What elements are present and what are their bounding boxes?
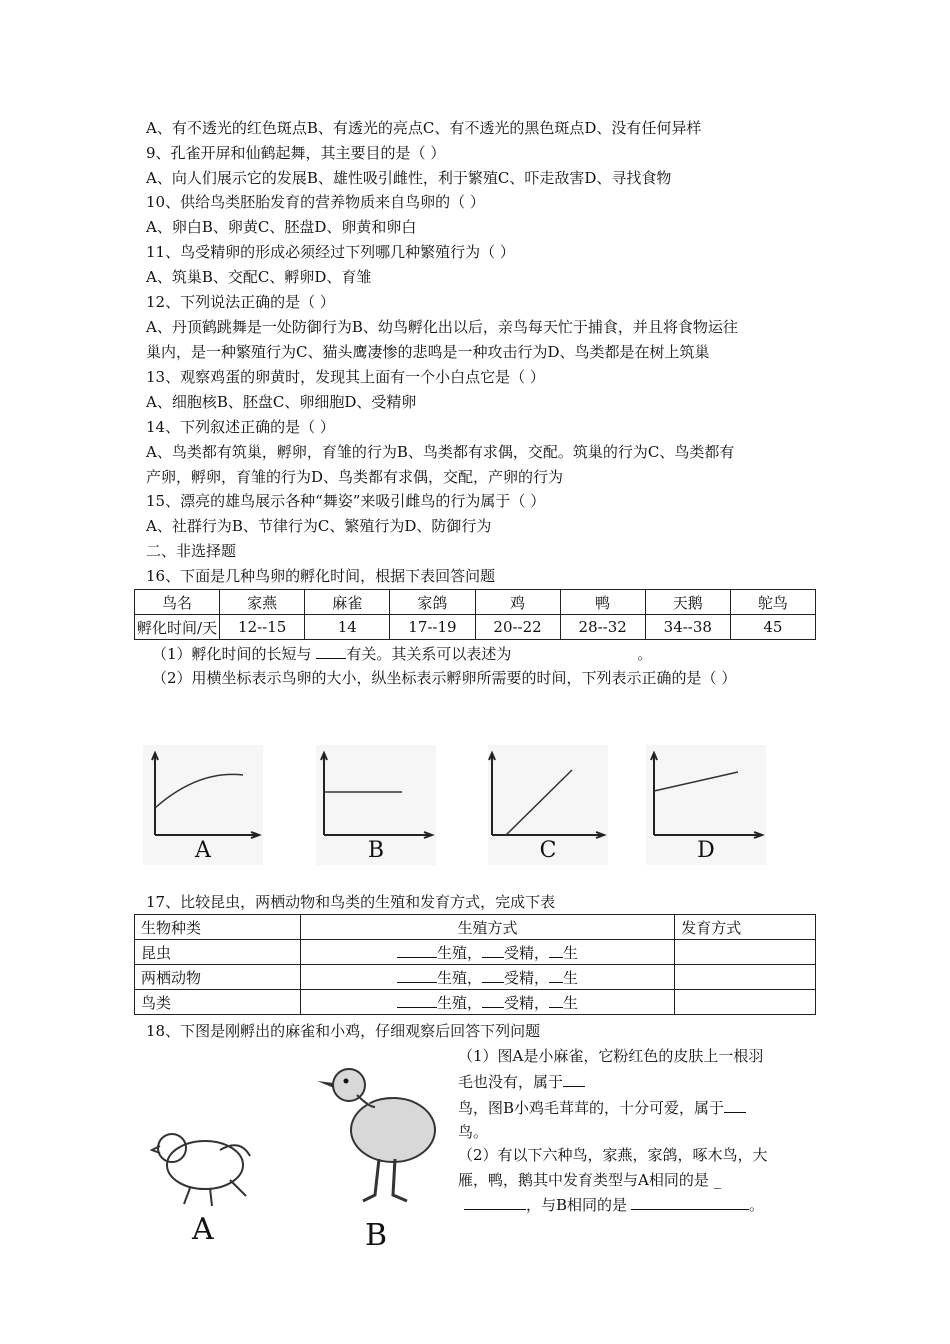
pic-label-b: B — [365, 1218, 388, 1253]
table-row — [135, 965, 816, 990]
table-cell: 28--32 — [560, 615, 645, 640]
table-cell: 34--38 — [645, 615, 730, 640]
q10-options: A、卵白B、卵黄C、胚盘D、卵黄和卵白 — [146, 218, 417, 236]
answer-blank[interactable] — [482, 943, 504, 958]
answer-blank[interactable] — [724, 1098, 746, 1113]
table-cell: 鸡 — [475, 590, 560, 615]
blank-text: 生殖， — [436, 968, 482, 987]
table-cell — [300, 965, 674, 990]
section-heading: 二、非选择题 — [146, 542, 237, 560]
graph-d-plot — [646, 745, 766, 845]
table-cell: 14 — [305, 615, 390, 640]
table-cell: 麻雀 — [305, 590, 390, 615]
q13-stem: 13、观察鸡蛋的卵黄时，发现其上面有一个小白点它是（ ） — [146, 368, 545, 386]
graph-b[interactable] — [316, 745, 436, 865]
answer-blank[interactable] — [464, 1195, 526, 1210]
q18-line2-text: 毛也没有，属于 — [458, 1073, 564, 1091]
graph-d[interactable] — [646, 745, 766, 865]
table-cell: 昆虫 — [135, 940, 301, 965]
table-cell: 45 — [730, 615, 815, 640]
table-cell: 家鸽 — [390, 590, 475, 615]
table-cell: 鸵鸟 — [730, 590, 815, 615]
q14-options-line1: A、鸟类都有筑巢，孵卵，育雏的行为B、鸟类都有求偶，交配。筑巢的行为C、鸟类都有 — [146, 443, 735, 461]
graph-b-label: B — [367, 838, 385, 863]
q9-stem: 9、孔雀开屏和仙鹤起舞，其主要目的是（ ） — [146, 144, 446, 162]
table-cell: 生殖方式 — [300, 915, 674, 940]
answer-blank[interactable] — [631, 1195, 749, 1210]
table-cell: 家燕 — [220, 590, 305, 615]
table-row — [135, 915, 816, 940]
chick-illustration — [313, 1055, 443, 1209]
answer-blank[interactable] — [549, 993, 563, 1008]
table-cell: 鸟名 — [135, 590, 220, 615]
answer-blank[interactable] — [397, 968, 437, 983]
table-cell: 17--19 — [390, 615, 475, 640]
q18-line2 — [458, 1070, 585, 1094]
q9-options: A、向人们展示它的发展B、雄性吸引雌性，利于繁殖C、吓走敌害D、寻找食物 — [146, 169, 672, 187]
q12-options-line1: A、丹顶鹤跳舞是一处防御行为B、幼鸟孵化出以后，亲鸟每天忙于捕食，并且将食物运往 — [146, 318, 738, 336]
graph-b-plot — [316, 745, 436, 845]
answer-blank[interactable] — [397, 993, 437, 1008]
chick-drawing — [313, 1055, 443, 1205]
table-cell: 鸟类 — [135, 990, 301, 1015]
q18-line7 — [464, 1193, 764, 1217]
graph-c-label: C — [539, 838, 557, 863]
q15-stem: 15、漂亮的雄鸟展示各种“舞姿”来吸引雌鸟的行为属于（ ） — [146, 492, 546, 510]
table-row — [135, 590, 816, 615]
development-answer[interactable] — [675, 940, 816, 965]
blank-text: 生 — [562, 968, 578, 987]
q18-line7-end: 。 — [749, 1196, 765, 1214]
table-cell: 生物种类 — [135, 915, 301, 940]
table-cell: 两栖动物 — [135, 965, 301, 990]
q16-stem: 16、下面是几种鸟卵的孵化时间，根据下表回答问题 — [146, 567, 496, 585]
q11-options: A、筑巢B、交配C、孵卵D、育雏 — [146, 268, 372, 286]
graph-c-plot — [488, 745, 608, 845]
table-row — [135, 615, 816, 640]
q14-stem: 14、下列叙述正确的是（ ） — [146, 418, 335, 436]
table-cell — [300, 940, 674, 965]
table-cell: 孵化时间/天 — [135, 615, 220, 640]
hatching-table — [134, 589, 816, 640]
q13-options: A、细胞核B、胚盘C、卵细胞D、受精卵 — [146, 393, 417, 411]
table-cell: 鸭 — [560, 590, 645, 615]
q11-stem: 11、鸟受精卵的形成必须经过下列哪几种繁殖行为（ ） — [146, 243, 515, 261]
q14-options-line2: 产卵，孵卵，育雏的行为D、鸟类都有求偶，交配，产卵的行为 — [146, 468, 564, 486]
development-answer[interactable] — [675, 965, 816, 990]
answer-blank[interactable] — [549, 943, 563, 958]
blank-text: 生殖， — [436, 993, 482, 1012]
table-cell: 天鹅 — [645, 590, 730, 615]
graph-c[interactable] — [488, 745, 608, 865]
table-row — [135, 990, 816, 1015]
answer-blank[interactable] — [482, 968, 504, 983]
q16-part2: （2）用横坐标表示鸟卵的大小，纵坐标表示孵卵所需要的时间，下列表示正确的是（ ） — [152, 669, 737, 687]
q18-line4: 鸟。 — [458, 1123, 489, 1141]
answer-blank[interactable] — [549, 968, 563, 983]
sparrow-illustration — [150, 1120, 260, 1214]
q18-line3-text: 鸟，图B小鸡毛茸茸的，十分可爱，属于 — [458, 1099, 725, 1117]
q16-part1-a: （1）孵化时间的长短与 — [152, 645, 317, 663]
graph-a-label: A — [195, 838, 211, 863]
sparrow-drawing — [150, 1120, 260, 1210]
q12-stem: 12、下列说法正确的是（ ） — [146, 293, 335, 311]
table-row — [135, 940, 816, 965]
table-cell: 12--15 — [220, 615, 305, 640]
answer-blank[interactable] — [397, 943, 437, 958]
pic-label-a: A — [192, 1212, 214, 1247]
table-cell — [300, 990, 674, 1015]
table-cell: 发育方式 — [675, 915, 816, 940]
blank-text: 受精， — [503, 993, 549, 1012]
blank-text: 生殖， — [436, 943, 482, 962]
q12-options-line2: 巢内，是一种繁殖行为C、猫头鹰凄惨的悲鸣是一种攻击行为D、鸟类都是在树上筑巢 — [146, 343, 710, 361]
development-answer[interactable] — [675, 990, 816, 1015]
blank-text: 生 — [562, 993, 578, 1012]
graph-a[interactable] — [143, 745, 263, 865]
q18-line6: 雁，鸭，鹅其中发育类型与A相同的是 _ — [458, 1171, 722, 1189]
blank-text: 受精， — [503, 943, 549, 962]
blank-text: 受精， — [503, 968, 549, 987]
q18-line1: （1）图A是小麻雀，它粉红色的皮肤上一根羽 — [458, 1047, 764, 1065]
reproduction-table — [134, 914, 816, 1015]
q10-stem: 10、供给鸟类胚胎发育的营养物质来自鸟卵的（ ） — [146, 193, 485, 211]
answer-blank[interactable] — [482, 993, 504, 1008]
q18-line7-text: ，与B相同的是 — [526, 1196, 628, 1214]
graph-a-plot — [143, 745, 263, 845]
q18-line5: （2）有以下六种鸟，家燕，家鸽，啄木鸟，大 — [458, 1146, 768, 1164]
q16-part1-c: 。 — [637, 645, 653, 663]
table-cell: 20--22 — [475, 615, 560, 640]
answer-blank[interactable] — [563, 1072, 585, 1087]
q16-part1-b: 有关。其关系可以表述为 — [346, 645, 512, 663]
graph-d-label: D — [697, 838, 715, 863]
q18-stem: 18、下图是刚孵出的麻雀和小鸡，仔细观察后回答下列问题 — [146, 1022, 541, 1040]
q17-stem: 17、比较昆虫，两栖动物和鸟类的生殖和发育方式，完成下表 — [146, 893, 556, 911]
q16-part1 — [152, 643, 652, 665]
q18-line3 — [458, 1096, 746, 1120]
q8-options: A、有不透光的红色斑点B、有透光的亮点C、有不透光的黑色斑点D、没有任何异样 — [146, 119, 702, 137]
answer-blank[interactable] — [316, 644, 346, 659]
q15-options: A、社群行为B、节律行为C、繁殖行为D、防御行为 — [146, 517, 492, 535]
blank-text: 生 — [562, 943, 578, 962]
